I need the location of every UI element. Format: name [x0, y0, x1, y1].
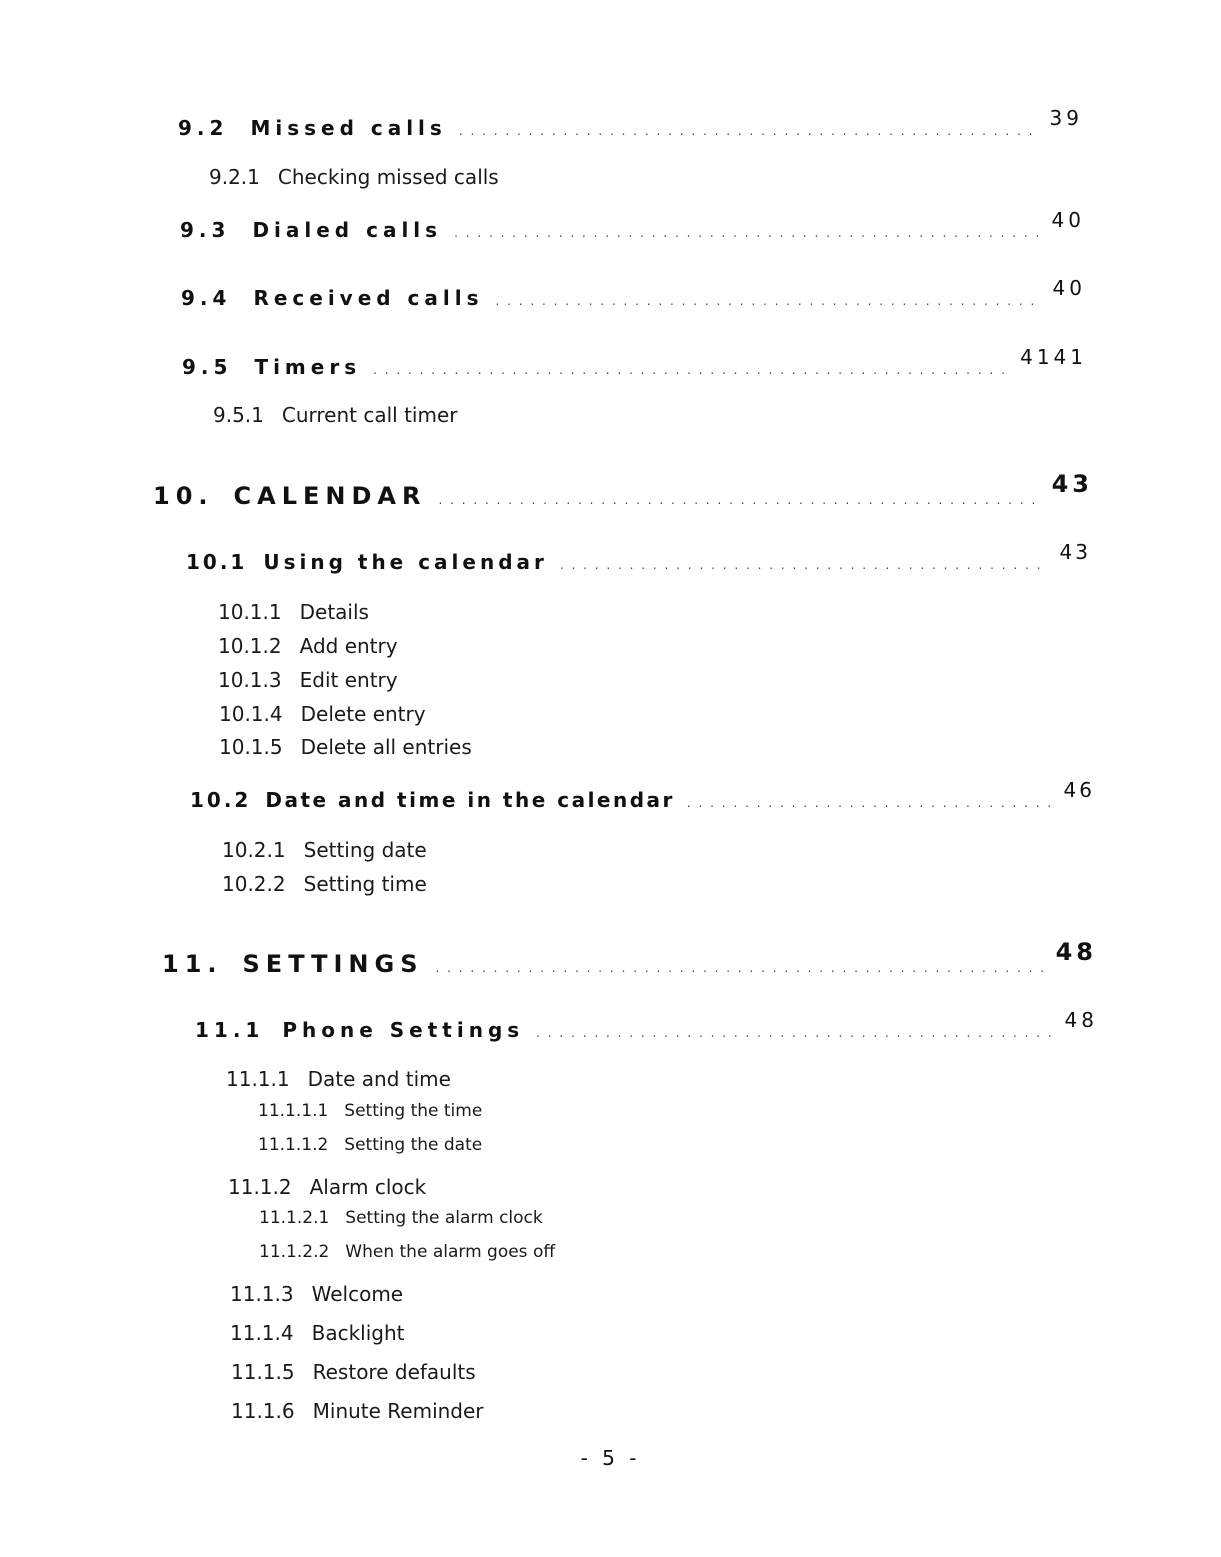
- toc-entry-11-1[interactable]: [195, 1008, 1098, 1042]
- section-title: Setting date: [303, 838, 427, 862]
- dot-leader: [459, 116, 1038, 140]
- section-number: 11.1.6: [231, 1399, 295, 1423]
- page-reference: 48: [1055, 938, 1097, 966]
- section-title: Edit entry: [299, 668, 398, 692]
- toc-entry-10-1-3[interactable]: [218, 668, 398, 692]
- toc-entry-11-1-3[interactable]: [230, 1282, 403, 1306]
- toc-entry-9-3[interactable]: [180, 208, 1085, 242]
- toc-entry-10-1-5[interactable]: [219, 735, 472, 759]
- toc-entry-11-1-1-2[interactable]: [258, 1135, 482, 1155]
- page-reference: 40: [1051, 208, 1085, 232]
- page-reference: 4141: [1020, 345, 1087, 369]
- section-number: 11.1.2.1: [259, 1208, 330, 1228]
- toc-entry-10-2-1[interactable]: [222, 838, 427, 862]
- section-title: Dialed calls: [252, 218, 443, 242]
- toc-entry-9-5-1[interactable]: [213, 403, 458, 427]
- section-title: Missed calls: [250, 116, 447, 140]
- section-number: 9.2.1: [209, 165, 260, 189]
- section-title: Details: [299, 600, 369, 624]
- section-title: Timers: [254, 355, 362, 379]
- section-title: Setting the alarm clock: [345, 1208, 543, 1228]
- section-number: 11.1.3: [230, 1282, 294, 1306]
- section-title: Current call timer: [281, 403, 458, 427]
- section-title: Setting the time: [344, 1101, 483, 1121]
- section-title: Backlight: [311, 1321, 405, 1345]
- section-title: Date and time in the calendar: [265, 788, 675, 812]
- dot-leader: [373, 355, 1008, 379]
- section-number: 11.1.5: [231, 1360, 295, 1384]
- toc-chapter-10[interactable]: [153, 470, 1093, 510]
- page-number-footer: - 5 -: [580, 1446, 641, 1470]
- chapter-title: CALENDAR: [233, 482, 427, 510]
- toc-entry-9-2[interactable]: [178, 106, 1083, 140]
- section-number: 10.2.1: [222, 838, 286, 862]
- section-number: 10.1.1: [218, 600, 282, 624]
- chapter-number: 10.: [153, 482, 214, 510]
- section-title: Setting time: [303, 872, 427, 896]
- section-number: 9.3: [180, 218, 231, 242]
- toc-entry-10-1-2[interactable]: [218, 634, 398, 658]
- toc-entry-11-1-2-2[interactable]: [259, 1242, 555, 1262]
- section-title: Setting the date: [344, 1135, 483, 1155]
- section-title: Date and time: [307, 1067, 451, 1091]
- toc-entry-10-1-1[interactable]: [218, 600, 369, 624]
- toc-entry-11-1-6[interactable]: [231, 1399, 484, 1423]
- section-number: 11.1.2: [228, 1175, 292, 1199]
- dot-leader: [687, 788, 1052, 812]
- toc-entry-9-2-1[interactable]: [209, 165, 499, 189]
- section-number: 10.1.5: [219, 735, 283, 759]
- dot-leader: [436, 950, 1044, 978]
- toc-chapter-11[interactable]: [162, 938, 1097, 978]
- section-title: Phone Settings: [282, 1018, 525, 1042]
- section-number: 11.1: [195, 1018, 265, 1042]
- section-title: When the alarm goes off: [345, 1242, 556, 1262]
- section-number: 9.5.1: [213, 403, 264, 427]
- section-title: Welcome: [311, 1282, 404, 1306]
- section-title: Using the calendar: [263, 550, 548, 574]
- dot-leader: [560, 550, 1048, 574]
- section-title: Restore defaults: [312, 1360, 476, 1384]
- toc-entry-11-1-1-1[interactable]: [258, 1101, 482, 1121]
- section-title: Add entry: [299, 634, 398, 658]
- section-number: 11.1.1.2: [258, 1135, 329, 1155]
- toc-entry-11-1-5[interactable]: [231, 1360, 476, 1384]
- section-title: Received calls: [253, 286, 484, 310]
- toc-entry-9-5[interactable]: [182, 345, 1087, 379]
- chapter-title: SETTINGS: [242, 950, 424, 978]
- page-reference: 48: [1064, 1008, 1098, 1032]
- page-reference: 39: [1049, 106, 1083, 130]
- page-reference: 40: [1052, 276, 1086, 300]
- section-number: 11.1.1: [226, 1067, 290, 1091]
- page-reference: 43: [1059, 540, 1091, 564]
- section-number: 9.5: [182, 355, 233, 379]
- section-number: 9.4: [181, 286, 232, 310]
- chapter-number: 11.: [162, 950, 223, 978]
- toc-entry-10-1[interactable]: [186, 540, 1091, 574]
- page-reference: 46: [1063, 778, 1095, 802]
- section-number: 9.2: [178, 116, 229, 140]
- dot-leader: [438, 482, 1039, 510]
- toc-entry-10-1-4[interactable]: [219, 702, 426, 726]
- dot-leader: [496, 286, 1041, 310]
- toc-entry-11-1-4[interactable]: [230, 1321, 405, 1345]
- section-number: 10.1.3: [218, 668, 282, 692]
- toc-entry-11-1-2[interactable]: [228, 1175, 426, 1199]
- toc-entry-11-1-2-1[interactable]: [259, 1208, 543, 1228]
- section-number: 11.1.4: [230, 1321, 294, 1345]
- section-title: Checking missed calls: [277, 165, 499, 189]
- page-reference: 43: [1051, 470, 1093, 498]
- section-title: Minute Reminder: [312, 1399, 484, 1423]
- section-number: 10.1: [186, 550, 248, 574]
- section-title: Delete all entries: [300, 735, 472, 759]
- dot-leader: [536, 1018, 1052, 1042]
- toc-entry-9-4[interactable]: [181, 276, 1086, 310]
- section-number: 11.1.2.2: [259, 1242, 330, 1262]
- section-number: 10.2.2: [222, 872, 286, 896]
- dot-leader: [454, 218, 1039, 242]
- section-number: 10.2: [190, 788, 252, 812]
- toc-entry-10-2[interactable]: [190, 778, 1095, 812]
- section-number: 11.1.1.1: [258, 1101, 329, 1121]
- toc-entry-10-2-2[interactable]: [222, 872, 427, 896]
- section-number: 10.1.2: [218, 634, 282, 658]
- toc-entry-11-1-1[interactable]: [226, 1067, 451, 1091]
- section-number: 10.1.4: [219, 702, 283, 726]
- section-title: Delete entry: [300, 702, 426, 726]
- section-title: Alarm clock: [309, 1175, 427, 1199]
